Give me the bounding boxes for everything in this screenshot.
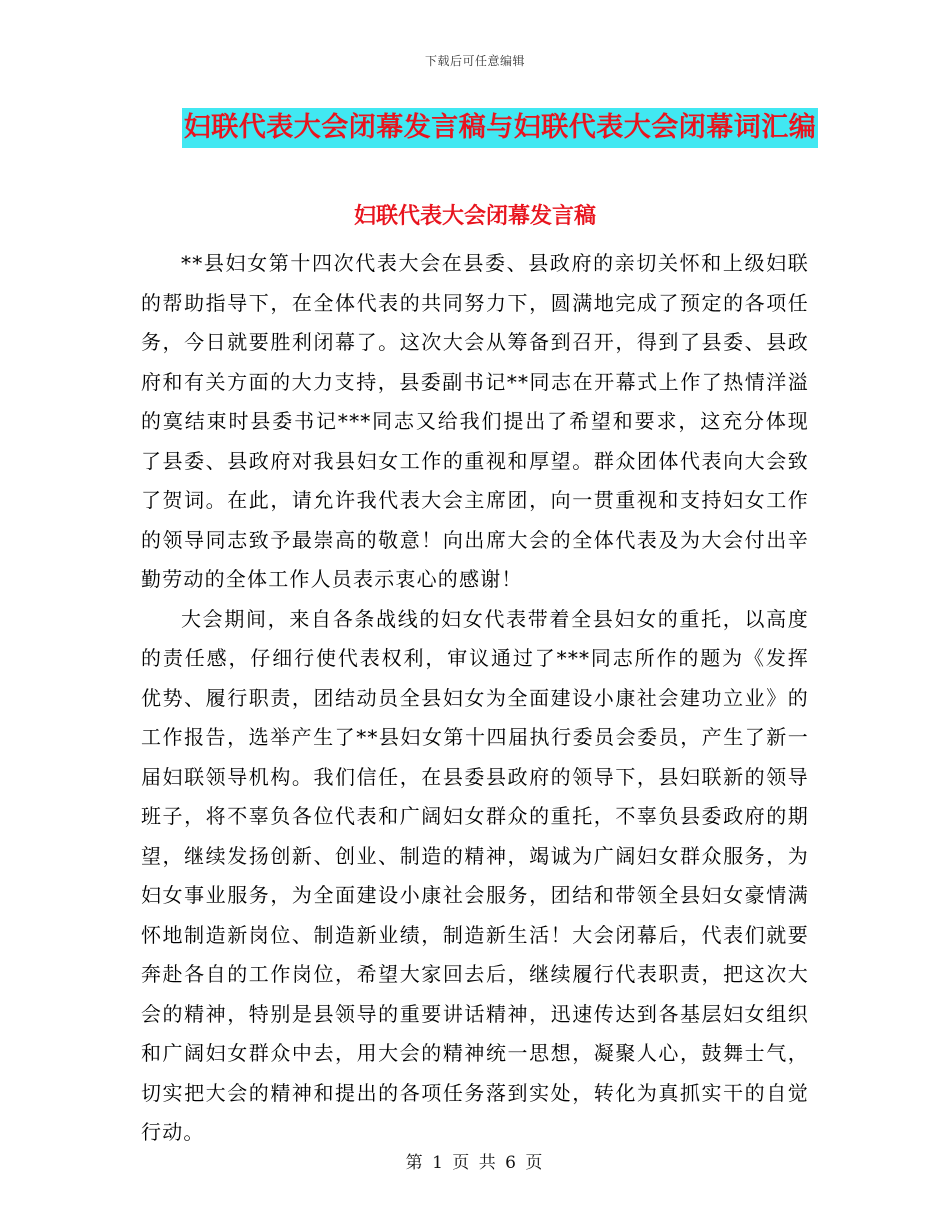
main-title-container [0,108,950,148]
paragraph: **县妇女第十四次代表大会在县委、县政府的亲切关怀和上级妇联的帮助指导下，在全体代表的共同努力下，圆满地完成了预定的各项任务，今日就要胜利闭幕了。这次大会从筹备到召开，得到了县委、县政府和有关方面的大力支持，县委副书记**同志在开幕式上作了热情洋溢的寞结束时县委书记***同志又给我们提出了希望和要求，这充分体现了县委、县政府对我县妇女工作的重视和厚望。群众团体代表向大会致了贺词。在此，请允许我代表大会主席团，向一贯重视和支持妇女工作的领导同志致予最崇高的敬意！向出席大会的全体代表及为大会付出辛勤劳动的全体工作人员表示衷心的感谢！ [141,251,809,591]
main-title: 妇联代表大会闭幕发言稿与妇联代表大会闭幕词汇编 [182,108,819,148]
paragraph: 大会期间，来自各条战线的妇女代表带着全县妇女的重托，以高度的责任感，仔细行使代表权利，审议通过了***同志所作的题为《发挥优势、履行职责，团结动员全县妇女为全面建设小康社会建功立业》的工作报告，选举产生了**县妇女第十四届执行委员会委员，产生了新一届妇联领导机构。我们信任，在县委县政府的领导下，县妇联新的领导班子，将不辜负各位代表和广阔妇女群众的重托，不辜负县委政府的期望，继续发扬创新、创业、制造的精神，竭诚为广阔妇女群众服务，为妇女事业服务，为全面建设小康社会服务，团结和带领全县妇女豪情满怀地制造新岗位、制造新业绩，制造新生活！大会闭幕后，代表们就要奔赴各自的工作岗位，希望大家回去后，继续履行代表职责，把这次大会的精神，特别是县领导的重要讲话精神，迅速传达到各基层妇女组织和广阔妇女群众中去，用大会的精神统一思想，凝聚人心，鼓舞士气，切实把大会的精神和提出的各项任务落到实处，转化为真抓实干的自觉行动。 [141,606,809,1144]
header-note: 下载后可任意编辑 [424,54,525,68]
page-number: 第 1 页 共 6 页 [405,1153,545,1173]
section-title: 妇联代表大会闭幕发言稿 [353,203,596,229]
document-body [141,244,809,1153]
